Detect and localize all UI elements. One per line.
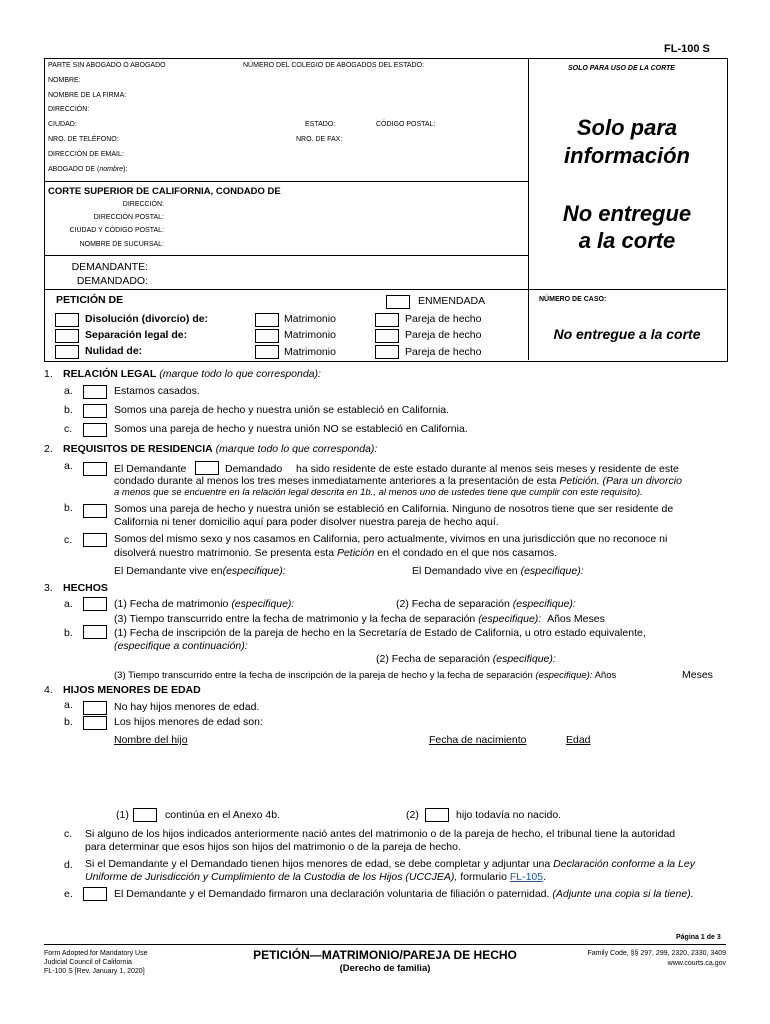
s4-number: 4. (44, 684, 53, 696)
bar-number-label: NÚMERO DEL COLEGIO DE ABOGADOS DEL ESTADO: (243, 62, 425, 69)
s3-b2[interactable]: (2) Fecha de separación (especifique): (376, 653, 556, 665)
s4-heading: HIJOS MENORES DE EDAD (63, 684, 201, 696)
nullity-checkbox[interactable] (55, 345, 79, 359)
court-mailing-label[interactable]: DIRECCIÓN POSTAL: (93, 214, 164, 221)
col-birth-date: Fecha de nacimiento (429, 734, 527, 746)
s2-a-respondent-checkbox[interactable] (195, 461, 219, 475)
dissolution-partnership-label: Pareja de hecho (405, 313, 482, 325)
court-city-zip-label[interactable]: CIUDAD Y CÓDIGO POSTAL: (69, 227, 164, 234)
respondent-label[interactable]: DEMANDADO: (76, 275, 148, 287)
state-label[interactable]: ESTADO: (305, 121, 336, 128)
form-code: FL-100 S (664, 43, 710, 55)
s1-b-checkbox[interactable] (83, 404, 107, 418)
s1-a-letter: a. (64, 385, 73, 397)
city-label[interactable]: CIUDAD: (48, 121, 77, 128)
s4-c-text2: para determinar que esos hijos son hijos del matrimonio o de la pareja de hecho. (85, 841, 461, 853)
s1-b-letter: b. (64, 404, 73, 416)
col-age: Edad (566, 734, 591, 746)
separation-marriage-checkbox[interactable] (255, 329, 279, 343)
s2-petitioner-lives[interactable]: El Demandante vive en(especifique): (114, 565, 286, 577)
s3-a3[interactable]: (3) Tiempo transcurrido entre la fecha de matrimonio y la fecha de separación (especifique): Años Meses (114, 613, 605, 625)
court-street-label[interactable]: DIRECCIÓN: (122, 201, 164, 208)
s3-a-letter: a. (64, 598, 73, 610)
s3-a1[interactable]: (1) Fecha de matrimonio (especifique): (114, 598, 295, 610)
s3-b-checkbox[interactable] (83, 625, 107, 639)
s4-b2-number: (2) (406, 809, 419, 821)
s4-a-letter: a. (64, 699, 73, 711)
case-number-label: NÚMERO DE CASO: (539, 296, 607, 303)
separation-partnership-label: Pareja de hecho (405, 329, 482, 341)
s4-d-letter: d. (64, 859, 73, 871)
adopted-line2: Judicial Council of California (44, 959, 132, 966)
s4-b1-checkbox[interactable] (133, 808, 157, 822)
court-branch-label[interactable]: NOMBRE DE SUCURSAL: (79, 241, 164, 248)
s2-c-letter: c. (64, 534, 73, 546)
amended-checkbox[interactable] (386, 295, 410, 309)
s4-b-letter: b. (64, 716, 73, 728)
s4-d-text1: Si el Demandante y el Demandado tienen hijos menores de edad, se debe completar y adjuntar una Declaración conforme a la Ley (85, 858, 695, 870)
address-label[interactable]: DIRECCIÓN: (48, 106, 90, 113)
amended-label: ENMENDADA (418, 295, 486, 307)
s4-a-checkbox[interactable] (83, 701, 107, 715)
s4-b1-number: (1) (116, 809, 129, 821)
info-only-line2: información (564, 143, 690, 168)
dissolution-marriage-checkbox[interactable] (255, 313, 279, 327)
s4-e-checkbox[interactable] (83, 887, 107, 901)
phone-label[interactable]: NRO. DE TELÉFONO: (48, 136, 119, 143)
s3-b3[interactable]: (3) Tiempo transcurrido entre la fecha de inscripción de la pareja de hecho y la fecha de separación (especifique): Años (114, 670, 617, 681)
s2-b-checkbox[interactable] (83, 504, 107, 518)
s2-respondent-lives[interactable]: El Demandado vive en (especifique): (412, 565, 584, 577)
petition-title: PETICIÓN DE (56, 294, 124, 306)
zip-label[interactable]: CÓDIGO POSTAL: (376, 121, 436, 128)
nullity-marriage-checkbox[interactable] (255, 345, 279, 359)
s2-heading: REQUISITOS DE RESIDENCIA (marque todo lo que corresponda): (63, 443, 378, 455)
dissolution-checkbox[interactable] (55, 313, 79, 327)
nullity-partnership-label: Pareja de hecho (405, 346, 482, 358)
s4-b-checkbox[interactable] (83, 716, 107, 730)
court-use-label: SOLO PARA USO DE LA CORTE (568, 65, 675, 72)
s2-b-letter: b. (64, 502, 73, 514)
s3-b1b: (especifique a continuación): (114, 640, 248, 652)
s2-a-respondent-label: Demandado (225, 463, 283, 475)
s1-c-text: Somos una pareja de hecho y nuestra unión NO se estableció en California. (114, 423, 468, 435)
s1-number: 1. (44, 368, 53, 380)
petitioner-label[interactable]: DEMANDANTE: (71, 261, 148, 273)
s2-a-text3: a menos que se encuentre en la relación legal descrita en 1b., al menos uno de ustedes tiene que cumplir con este requisito). (114, 487, 643, 498)
court-title: CORTE SUPERIOR DE CALIFORNIA, CONDADO DE (48, 186, 281, 197)
s4-b1-text: continúa en el Anexo 4b. (165, 809, 281, 821)
s1-b-text: Somos una pareja de hecho y nuestra unión se estableció en California. (114, 404, 450, 416)
s1-a-text: Estamos casados. (114, 385, 200, 397)
dissolution-partnership-checkbox[interactable] (375, 313, 399, 327)
s2-a-petitioner-label: El Demandante (114, 463, 187, 475)
do-not-file-line1: No entregue (562, 201, 692, 226)
footer-title: PETICIÓN—MATRIMONIO/PAREJA DE HECHO (253, 948, 517, 962)
s1-c-checkbox[interactable] (83, 423, 107, 437)
dissolution-marriage-label: Matrimonio (284, 313, 336, 325)
s1-heading: RELACIÓN LEGAL (marque todo lo que corresponda): (63, 368, 321, 380)
s4-b2-text: hijo todavía no nacido. (456, 809, 562, 821)
s2-a-text1: ha sido residente de este estado durante al menos seis meses y residente de este (296, 463, 679, 475)
s3-b3-months: Meses (682, 669, 713, 681)
attorney-for-label[interactable]: ABOGADO DE (nombre): (48, 166, 128, 173)
s2-b-text2: California ni tener domicilio aquí para poder disolver nuestra pareja de hecho aquí. (114, 516, 499, 528)
fax-label[interactable]: NRO. DE FAX: (296, 136, 343, 143)
nullity-label: Nulidad de: (85, 345, 143, 357)
s2-a-petitioner-checkbox[interactable] (83, 462, 107, 476)
s3-a2[interactable]: (2) Fecha de separación (especifique): (396, 598, 576, 610)
separation-label: Separación legal de: (85, 329, 188, 341)
s3-b-letter: b. (64, 627, 73, 639)
s4-b2-checkbox[interactable] (425, 808, 449, 822)
s2-c-text1: Somos del mismo sexo y nos casamos en California, pero actualmente, vivimos en una jurisdicción que no reconoce ni (114, 533, 668, 545)
s2-b-text1: Somos una pareja de hecho y nuestra unión se estableció en California. Ninguno de nosotros tiene que ser residente de (114, 503, 674, 515)
separation-marriage-label: Matrimonio (284, 329, 336, 341)
do-not-file-line2: a la corte (578, 228, 676, 253)
s4-e-letter: e. (64, 888, 73, 900)
s4-e-text: El Demandante y el Demandado firmaron una declaración voluntaria de filiación o paternidad. (Adjunte una copia si la tiene). (114, 888, 694, 900)
case-note: No entregue a la corte (553, 326, 701, 342)
email-label[interactable]: DIRECCIÓN DE EMAIL: (48, 151, 124, 158)
separation-checkbox[interactable] (55, 329, 79, 343)
name-label[interactable]: NOMBRE: (48, 77, 81, 84)
fl-105-link[interactable]: FL-105 (509, 871, 544, 883)
s3-a-checkbox[interactable] (83, 597, 107, 611)
s4-d-text2: Uniforme de Jurisdicción y Cumplimiento de la Custodia de los Hijos (UCCJEA), formulario FL-105. (85, 871, 547, 883)
adopted-line1: Form Adopted for Mandatory Use (44, 950, 148, 957)
s4-a-text: No hay hijos menores de edad. (114, 701, 260, 713)
s2-a-text2: condado durante al menos los tres meses inmediatamente anteriores a la presentación de esta Petición. (Para un divorcio (114, 475, 682, 487)
separation-partnership-checkbox[interactable] (375, 329, 399, 343)
party-label: PARTE SIN ABOGADO O ABOGADO (48, 62, 166, 69)
dissolution-label: Disolución (divorcio) de: (85, 313, 209, 325)
s3-b1: (1) Fecha de inscripción de la pareja de hecho en la Secretaría de Estado de California, u otro estado equivalente, (114, 627, 646, 639)
s4-c-letter: c. (64, 828, 73, 840)
s4-c-text1: Si alguno de los hijos indicados anteriormente nació antes del matrimonio o de la pareja de hecho, el tribunal tiene la autoridad (85, 828, 676, 840)
s2-number: 2. (44, 443, 53, 455)
adopted-line3: FL-100 S [Rev. January 1, 2020] (44, 968, 145, 975)
s4-b-text: Los hijos menores de edad son: (114, 716, 263, 728)
s2-c-text2: disolverá nuestro matrimonio. Se presenta esta Petición en el condado en el que nos casamos. (114, 547, 558, 559)
nullity-partnership-checkbox[interactable] (375, 345, 399, 359)
footer-subtitle: (Derecho de familia) (339, 963, 431, 974)
s2-c-checkbox[interactable] (83, 533, 107, 547)
info-only-line1: Solo para (576, 115, 678, 140)
firm-label[interactable]: NOMBRE DE LA FIRMA: (48, 92, 127, 99)
page-number: Página 1 de 3 (676, 934, 721, 941)
col-child-name: Nombre del hijo (114, 734, 188, 746)
s2-a-letter: a. (64, 460, 73, 472)
family-code: Family Code, §§ 297, 299, 2320, 2330, 3409 (587, 950, 726, 957)
s1-a-checkbox[interactable] (83, 385, 107, 399)
courts-website[interactable]: www.courts.ca.gov (667, 960, 726, 967)
s3-number: 3. (44, 582, 53, 594)
s3-heading: HECHOS (63, 582, 108, 594)
nullity-marriage-label: Matrimonio (284, 346, 336, 358)
s1-c-letter: c. (64, 423, 73, 435)
